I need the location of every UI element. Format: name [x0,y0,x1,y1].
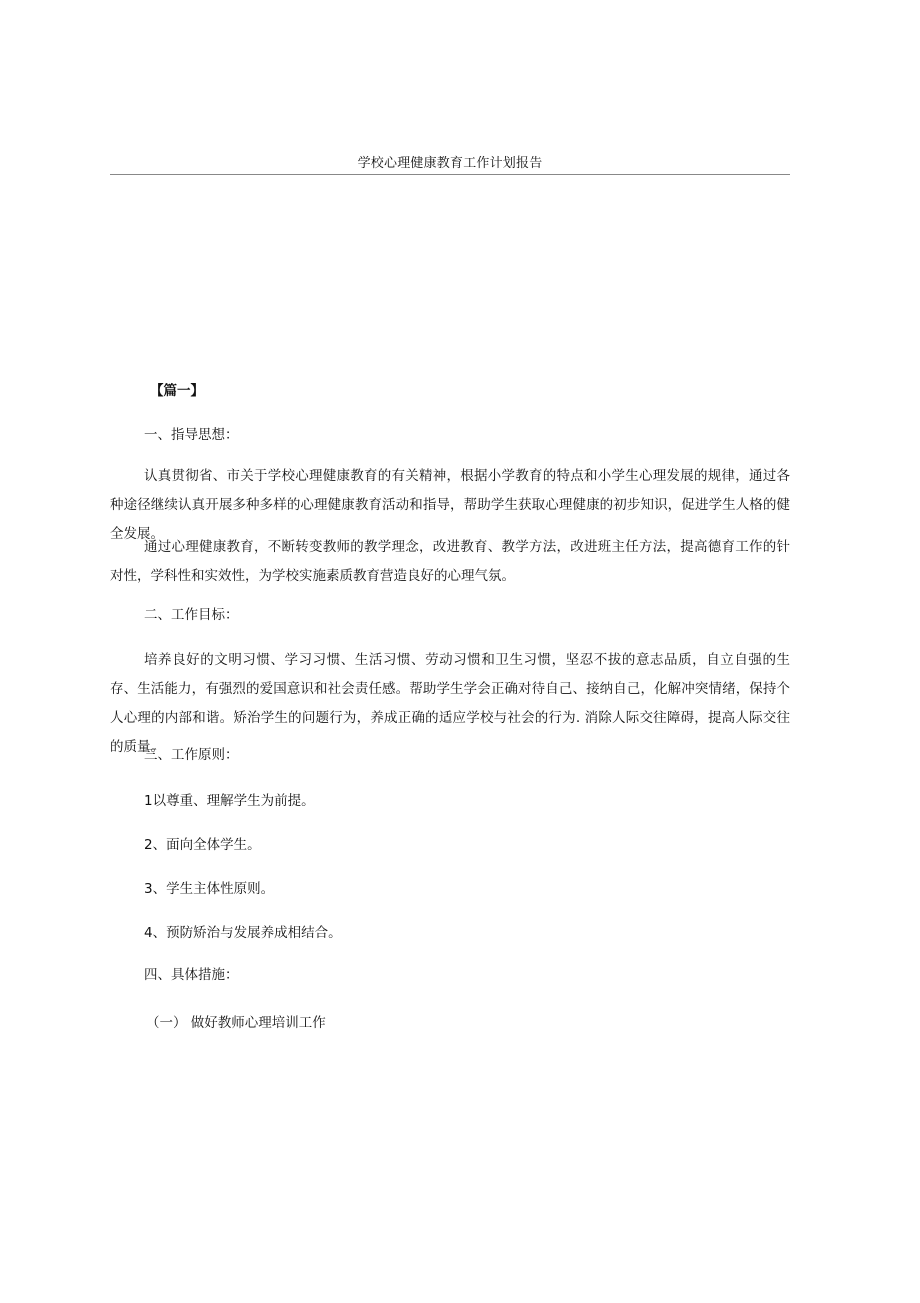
section-label: 【篇一】 [150,383,204,399]
heading-specific-measures: 四、具体措施： [144,967,239,983]
heading-work-goals: 二、工作目标： [144,607,239,623]
header-divider [110,174,790,175]
principle-item-4: 4、预防矫治与发展养成相结合。 [144,925,342,941]
principle-item-3: 3、学生主体性原则。 [144,881,275,897]
paragraph-guiding-2: 通过心理健康教育，不断转变教师的教学理念，改进教育、教学方法，改进班主任方法，提高德育工作的针对性，学科性和实效性，为学校实施素质教育营造良好的心理气氛。 [110,539,790,584]
heading-guiding-ideology: 一、指导思想： [144,427,239,443]
principle-item-2: 2、面向全体学生。 [144,837,261,853]
subheading-teacher-training: （一） 做好教师心理培训工作 [146,1015,326,1031]
page-header-title: 学校心理健康教育工作计划报告 [357,156,543,171]
principle-item-1: 1以尊重、理解学生为前提。 [144,793,315,809]
heading-work-principles: 三、工作原则： [144,747,239,763]
paragraph-work-goals: 培养良好的文明习惯、学习习惯、生活习惯、劳动习惯和卫生习惯，坚忍不拔的意志品质，自立自强的生存、生活能力，有强烈的爱国意识和社会责任感。帮助学生学会正确对待自己、接纳自己，化解冲突情绪，保持个人心理的内部和谐。矫治学生的问题行为，养成正确的适应学校与社会的行为. 消除人际交往障碍，提高人际交往的质量。 [110,652,790,755]
paragraph-guiding-1: 认真贯彻省、市关于学校心理健康教育的有关精神，根据小学教育的特点和小学生心理发展的规律，通过各种途径继续认真开展多种多样的心理健康教育活动和指导，帮助学生获取心理健康的初步知识，促进学生人格的健全发展。 [110,468,790,542]
